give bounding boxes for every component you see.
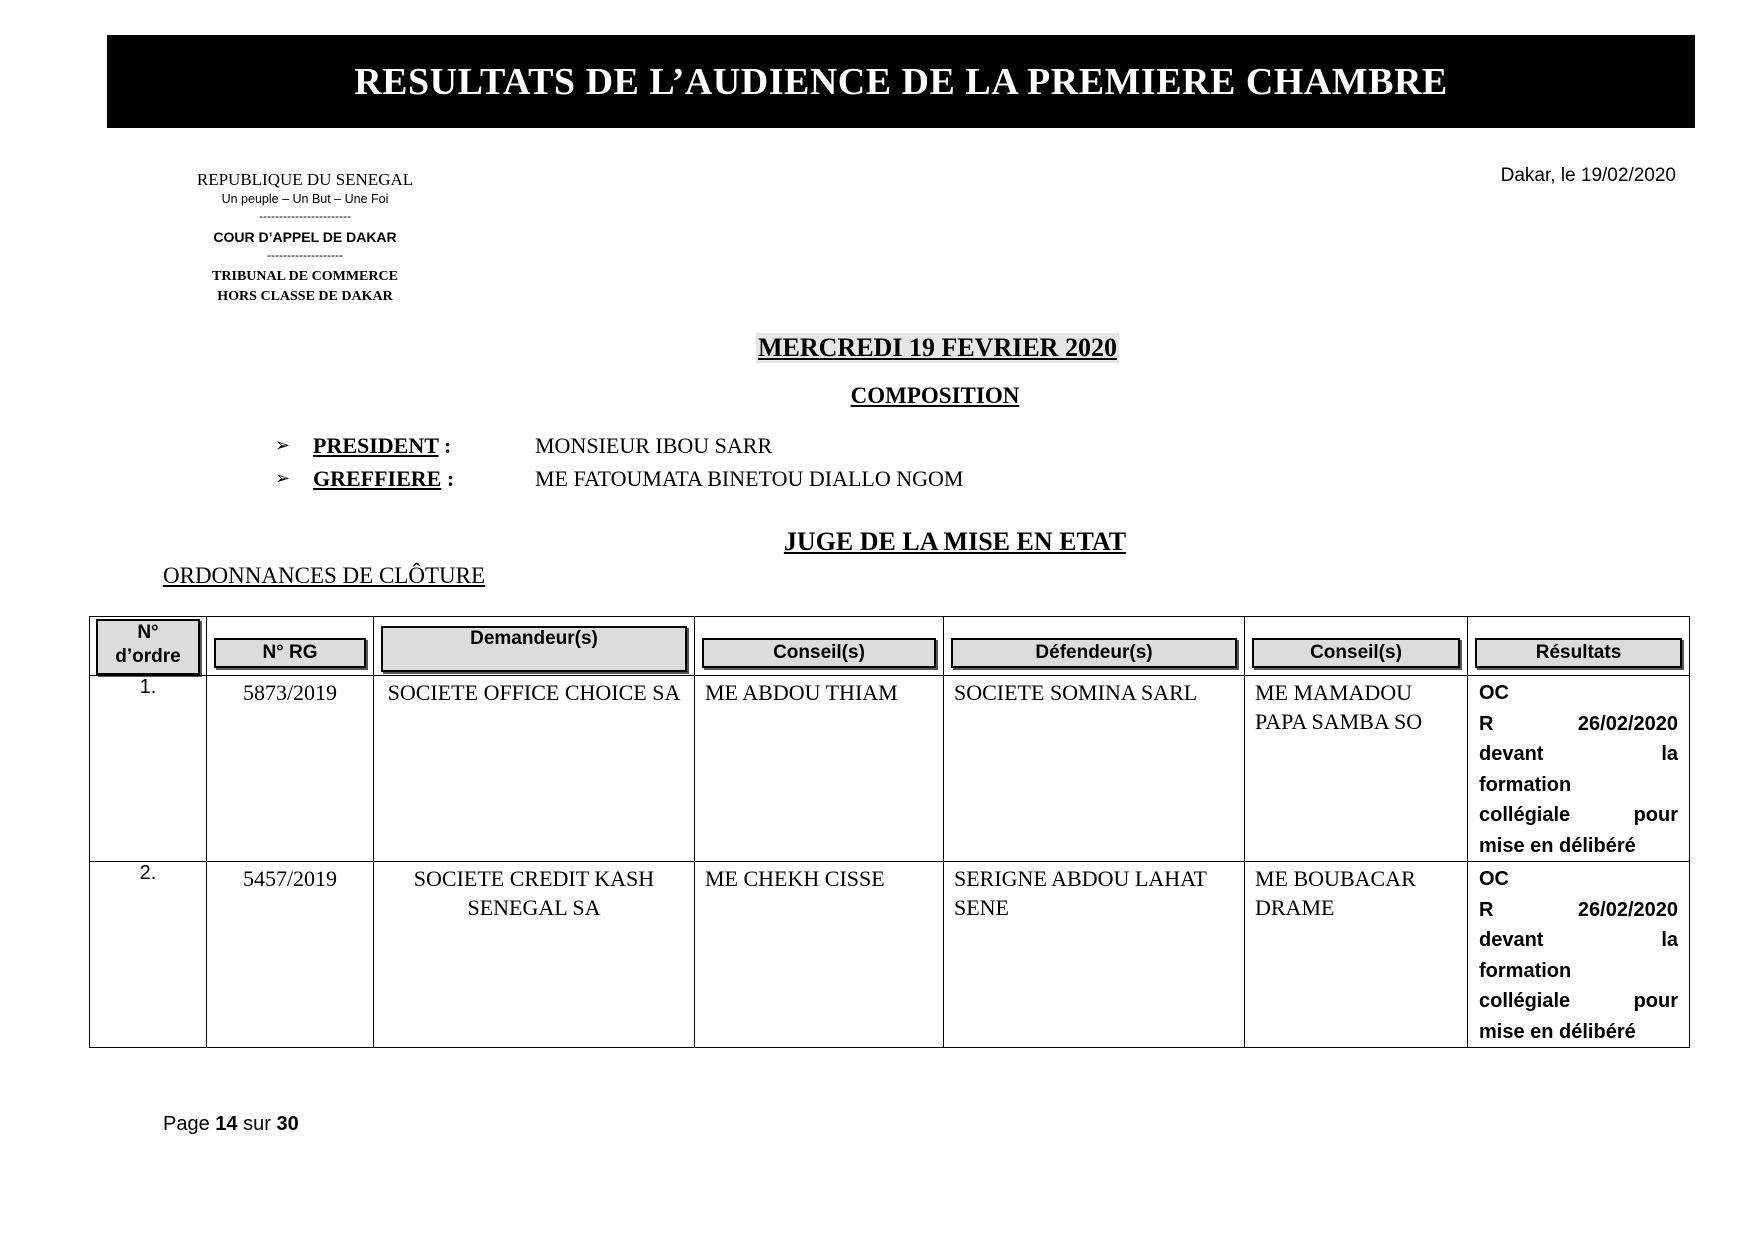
sur-word: sur: [243, 1113, 271, 1135]
page-word: Page: [163, 1113, 210, 1135]
header-order: N° d’ordre: [90, 617, 207, 676]
table-row: [90, 676, 1690, 862]
conseil-cell: ME CHEKH CISSE: [695, 862, 944, 1048]
conseil-cell: ME MAMADOU PAPA SAMBA SO: [1245, 676, 1468, 862]
rg-cell: 5873/2019: [207, 676, 374, 862]
table-row: [90, 862, 1690, 1048]
member-name: MONSIEUR IBOU SARR: [535, 433, 773, 458]
tribunal-name-line2: HORS CLASSE DE DAKAR: [217, 289, 393, 304]
page-footer: [163, 1113, 299, 1136]
subsection-title: ORDONNANCES DE CLÔTURE: [163, 563, 485, 588]
table-header-row: [90, 617, 1690, 676]
page-banner: [107, 35, 1695, 128]
national-motto: Un peuple – Un But – Une Foi: [221, 192, 389, 206]
member-role: PRESIDENT :: [313, 433, 452, 458]
document-date: Dakar, le 19/02/2020: [1500, 165, 1676, 186]
order-number: 2.: [90, 862, 207, 1048]
separator-line: -------------------: [267, 248, 343, 262]
hearing-day-title: MERCREDI 19 FEVRIER 2020: [758, 333, 1117, 362]
banner-title: RESULTATS DE L’AUDIENCE DE LA PREMIERE CHAMBRE: [354, 60, 1448, 103]
arrow-bullet-icon: ➢: [275, 435, 291, 456]
section-title: JUGE DE LA MISE EN ETAT: [783, 527, 1127, 556]
conseil-cell: ME ABDOU THIAM: [695, 676, 944, 862]
results-table: [89, 616, 1690, 1048]
rg-cell: 5457/2019: [207, 862, 374, 1048]
arrow-bullet-icon: ➢: [275, 468, 291, 489]
header-defendeur: Défendeur(s): [944, 617, 1245, 676]
member-name: ME FATOUMATA BINETOU DIALLO NGOM: [535, 466, 964, 491]
result-cell: OC R 26/02/2020 devant la formation collégiale pour mise en délibéré: [1468, 862, 1690, 1048]
separator-line: -----------------------: [259, 209, 351, 223]
page-current: 14: [215, 1113, 238, 1135]
conseil-cell: ME BOUBACAR DRAME: [1245, 862, 1468, 1048]
republic-name: REPUBLIQUE DU SENEGAL: [196, 170, 414, 189]
header-conseil: Conseil(s): [695, 617, 944, 676]
header-resultats: Résultats: [1468, 617, 1690, 676]
demandeur-cell: SOCIETE OFFICE CHOICE SA: [374, 676, 695, 862]
header-conseil: Conseil(s): [1245, 617, 1468, 676]
result-cell: OC R 26/02/2020 devant la formation collégiale pour mise en délibéré: [1468, 676, 1690, 862]
institution-header: [163, 170, 447, 307]
page-total: 30: [276, 1113, 299, 1135]
defendeur-cell: SOCIETE SOMINA SARL: [944, 676, 1245, 862]
composition-heading: COMPOSITION: [850, 383, 1020, 408]
member-role: GREFFIERE :: [313, 466, 455, 491]
tribunal-name-line1: TRIBUNAL DE COMMERCE: [212, 269, 398, 284]
header-rg: N° RG: [207, 617, 374, 676]
order-number: 1.: [90, 676, 207, 862]
header-demandeur: Demandeur(s): [374, 617, 695, 676]
court-name: COUR D’APPEL DE DAKAR: [213, 229, 397, 245]
defendeur-cell: SERIGNE ABDOU LAHAT SENE: [944, 862, 1245, 1048]
demandeur-cell: SOCIETE CREDIT KASH SENEGAL SA: [374, 862, 695, 1048]
